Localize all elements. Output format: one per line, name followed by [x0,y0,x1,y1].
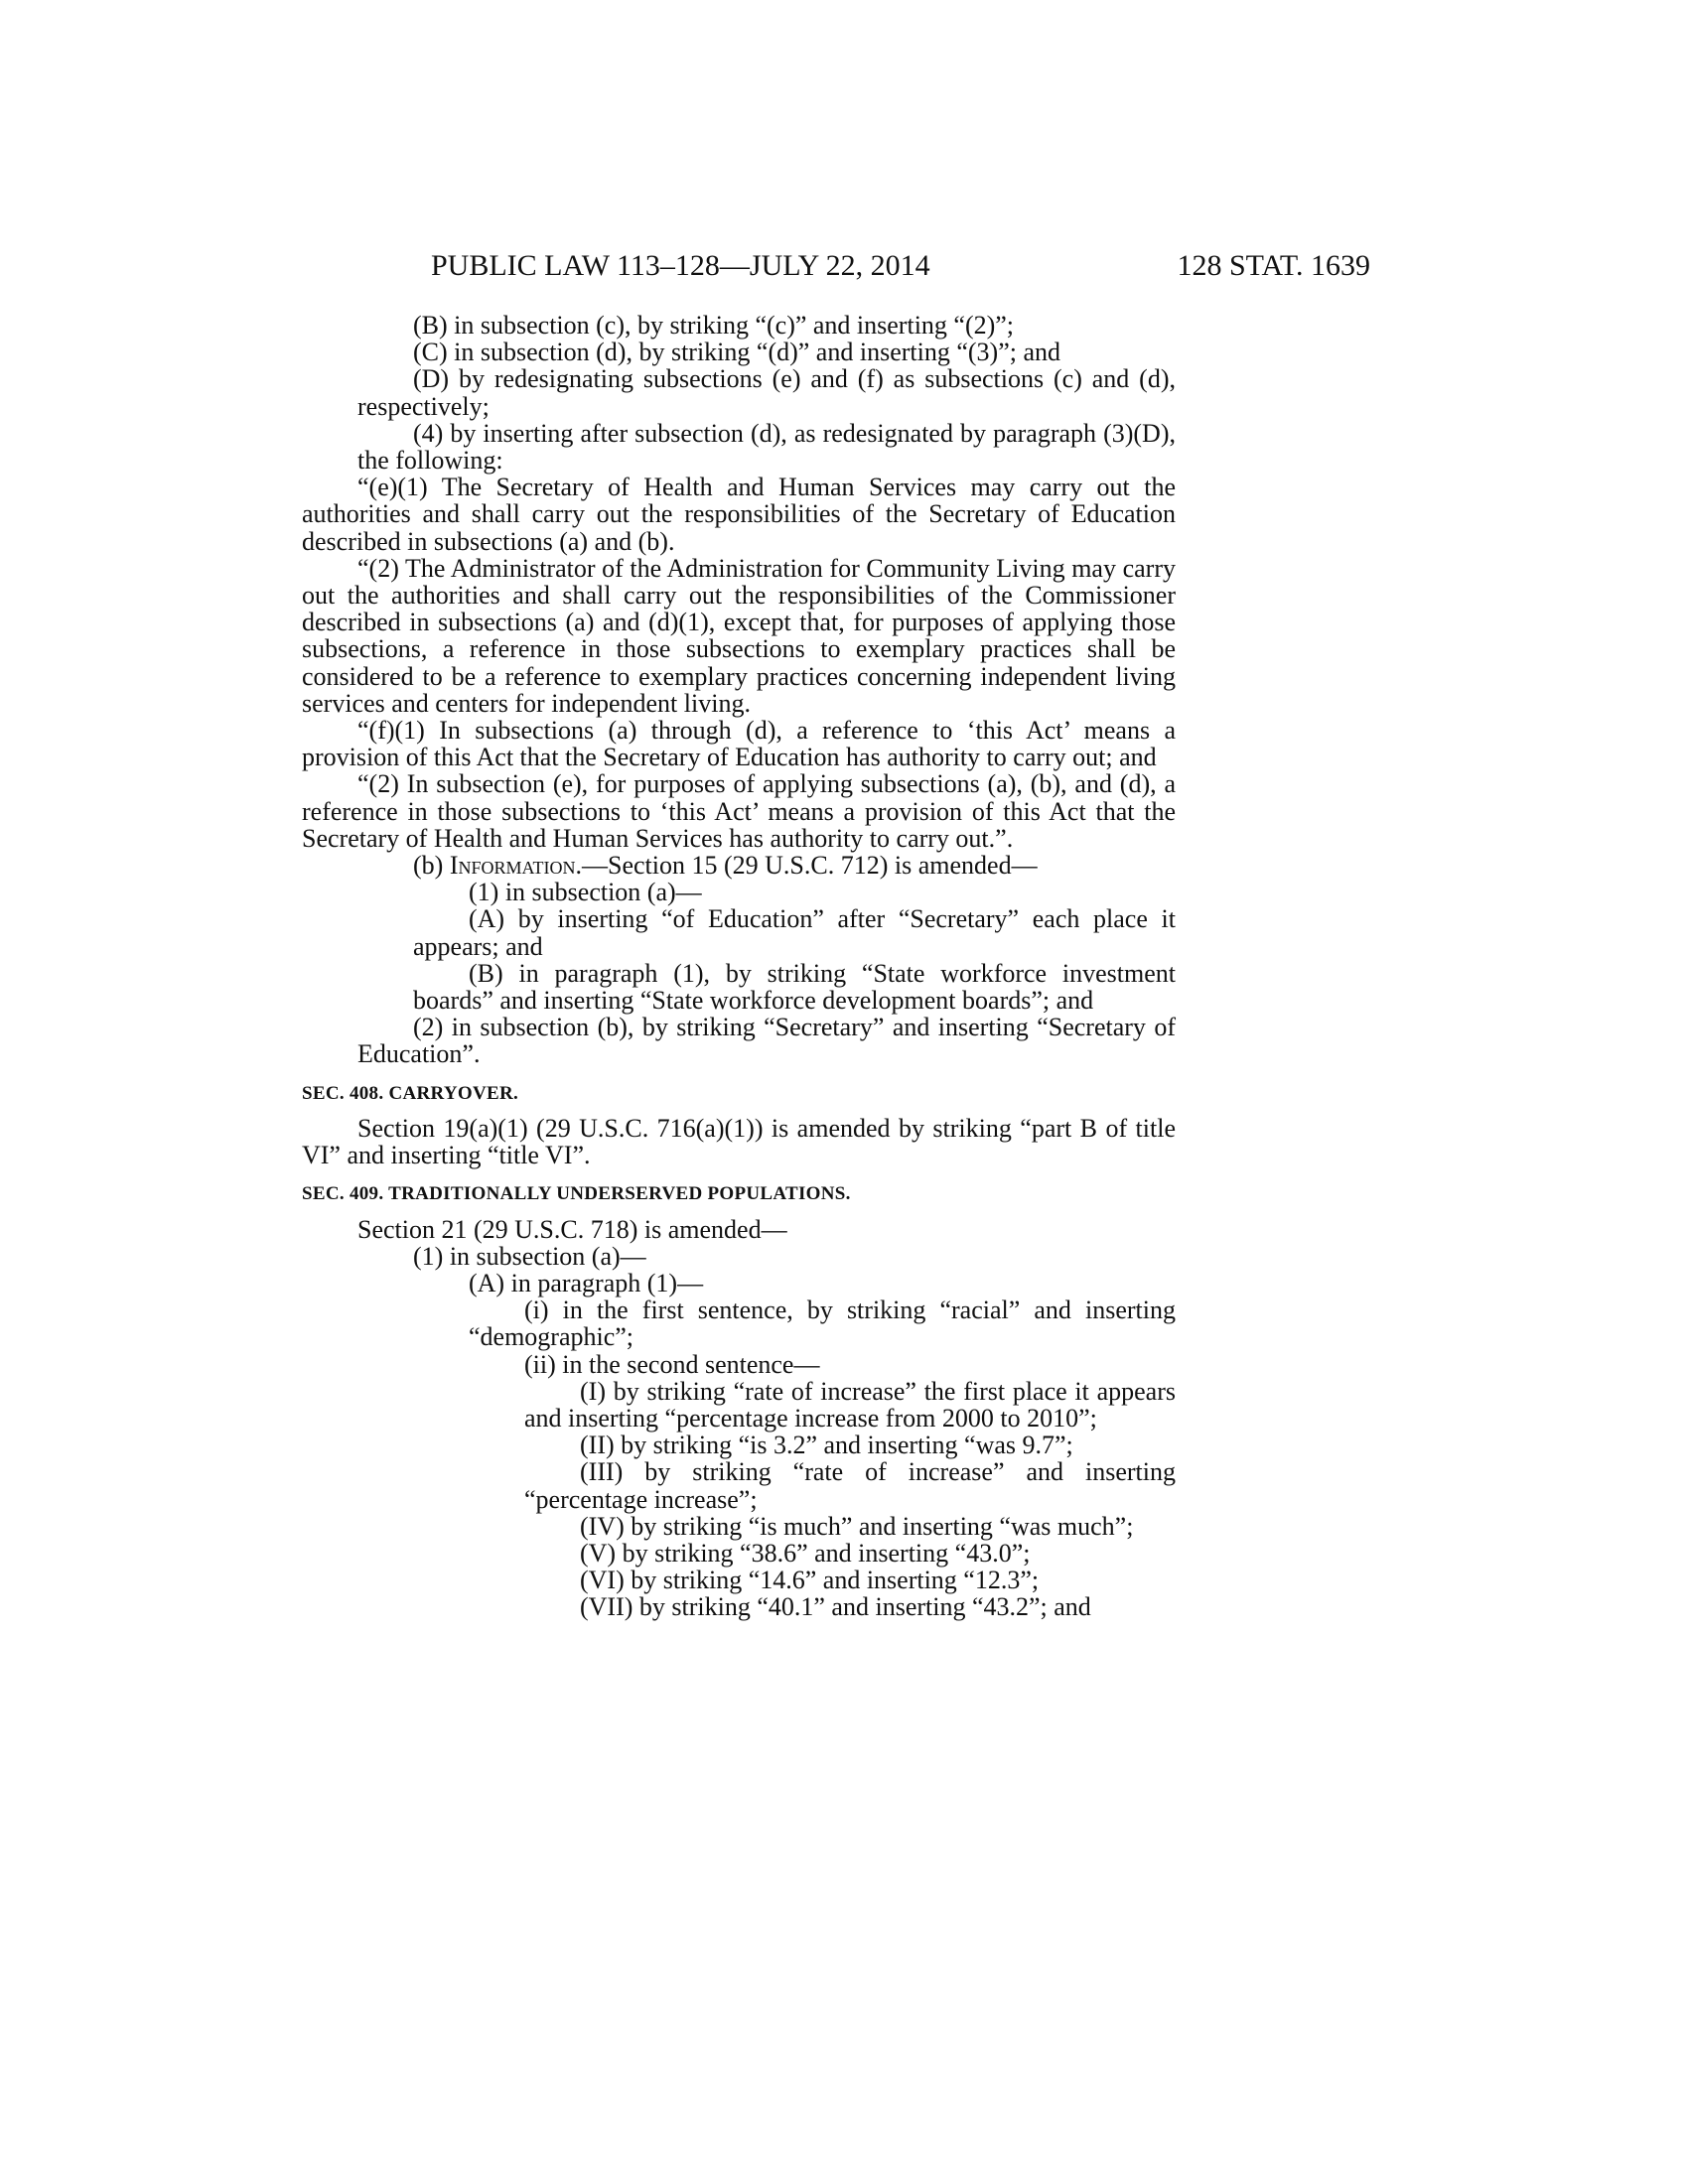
inserted-f1: “(f)(1) In subsections (a) through (d), a reference to ‘this Act’ means a provision of this Act that the Secretary of Education has authority to carry out; and [302,716,1176,772]
inserted-e2: “(2) The Administrator of the Administration for Community Living may carry out the authorities and shall carry out the responsibilities of the Commissioner described in subsections (a) and (d)(1), except that, for purposes of applying those subsections, a reference in those subsections to exemplary practices shall be considered to be a reference to exemplary practices concerning independent living services and centers for independent living. [302,553,1176,718]
s409-item-ii: (ii) in the second sentence— [524,1349,820,1379]
section-408-text: Section 19(a)(1) (29 U.S.C. 716(a)(1)) is amended by striking “part B of title VI” and inserting “title VI”. [302,1113,1176,1170]
statute-page-number: 128 STAT. 1639 [1177,249,1370,282]
s409-subitem-VI: (VI) by striking “14.6” and inserting “12.3”; [580,1566,1040,1595]
s409-subitem-IV: (IV) by striking “is much” and inserting “was much”; [580,1511,1134,1541]
clause-d-redesignating: (D) by redesignating subsections (e) and (f) as subsections (c) and (d), respectively; [357,364,1176,421]
info-clause-a: (A) by inserting “of Education” after “Secretary” each place it appears; and [413,904,1176,961]
info-paragraph-2: (2) in subsection (b), by striking “Secretary” and inserting “Secretary of Education”. [357,1013,1176,1069]
subsection-b-information [302,852,1176,879]
s409-item-i: (i) in the first sentence, by striking “racial” and inserting “demographic”; [469,1296,1176,1352]
public-law-title: PUBLIC LAW 113–128—JULY 22, 2014 [431,249,930,282]
paragraph-4-inserting: (4) by inserting after subsection (d), as redesignated by paragraph (3)(D), the following: [357,418,1176,476]
subsection-b-text: .—Section 15 (29 U.S.C. 712) is amended— [575,851,1038,881]
s409-subitem-I: (I) by striking “rate of increase” the first place it appears and inserting “percentage increase from 2000 to 2010”; [524,1376,1176,1433]
s409-subitem-VII: (VII) by striking “40.1” and inserting “43.2”; and [580,1592,1091,1622]
section-409-intro: Section 21 (29 U.S.C. 718) is amended— [357,1214,787,1244]
s409-subitem-II: (II) by striking “is 3.2” and inserting “was 9.7”; [580,1431,1073,1460]
s409-clause-a: (A) in paragraph (1)— [469,1268,704,1297]
inserted-e1: “(e)(1) The Secretary of Health and Human Services may carry out the authorities and shall carry out the responsibilities of the Secretary of Education described in subsections (a) and (b). [302,473,1176,556]
s409-paragraph-1: (1) in subsection (a)— [413,1241,646,1271]
s409-subitem-III: (III) by striking “rate of increase” and inserting “percentage increase”; [524,1457,1176,1514]
s409-subitem-V: (V) by striking “38.6” and inserting “43.0”; [580,1538,1031,1568]
subsection-b-lead: (b) [413,851,450,881]
info-paragraph-1: (1) in subsection (a)— [469,878,702,907]
section-408-heading: SEC. 408. CARRYOVER. [302,1082,519,1104]
info-clause-b: (B) in paragraph (1), by striking “State workforce investment boards” and inserting “State workforce development boards”; and [413,958,1176,1016]
clause-b-subsection-c: (B) in subsection (c), by striking “(c)” and inserting “(2)”; [413,311,1015,340]
document-body [302,312,1176,1621]
section-409-heading: SEC. 409. TRADITIONALLY UNDERSERVED POPULATIONS. [302,1183,851,1205]
subsection-b-heading: Information [449,851,576,881]
clause-c-subsection-d: (C) in subsection (d), by striking “(d)” and inserting “(3)”; and [413,338,1060,367]
inserted-f2: “(2) In subsection (e), for purposes of applying subsections (a), (b), and (d), a reference in those subsections to ‘this Act’ means a provision of this Act that the Secretary of Health and Human Services has authority to carry out.”. [302,769,1176,853]
page-header [302,246,1370,286]
